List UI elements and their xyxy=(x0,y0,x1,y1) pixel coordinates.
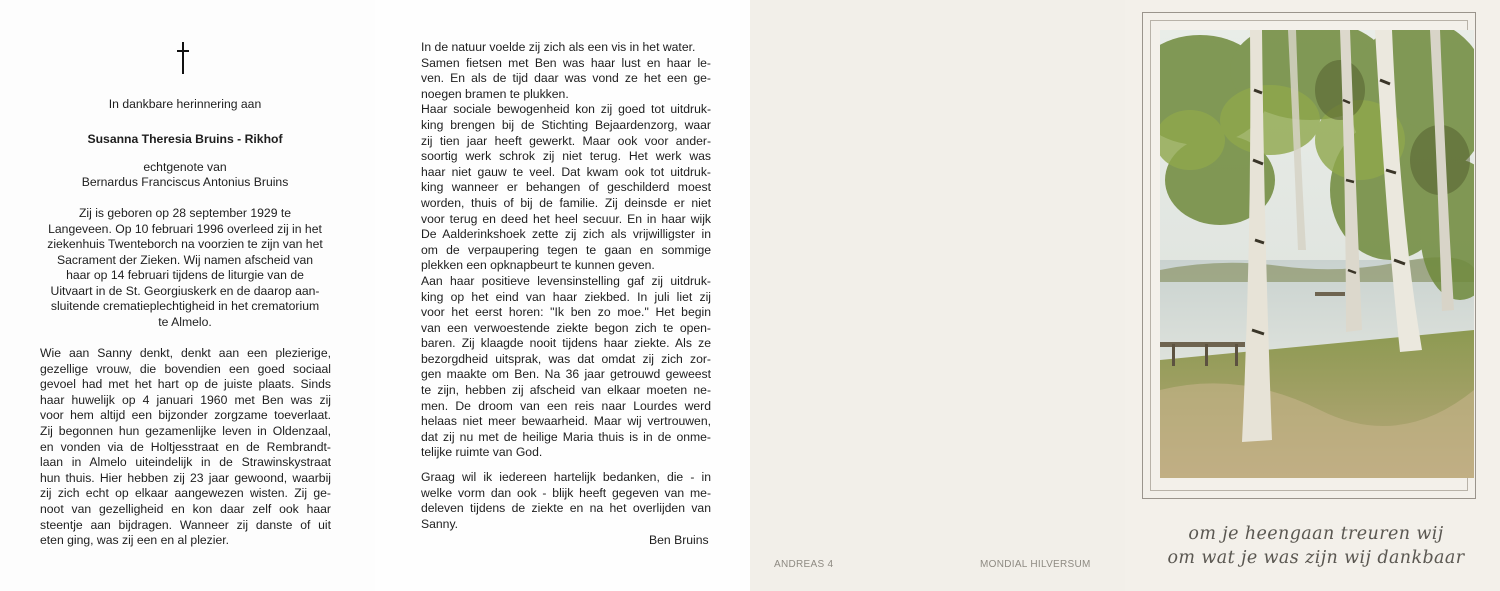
text-line: Aan haar positieve levensinstelling gaf zij uitdruk- xyxy=(421,273,711,288)
card-page-1 xyxy=(0,0,375,591)
bio-line: haar op 14 februari tijdens de liturgie van de xyxy=(66,268,304,282)
text-line: hun thuis. Hier hebben zij 23 jaar gewoond, waarbij xyxy=(40,470,331,485)
text-line: worden, thuis of bij de familie. Zij deinsde er niet xyxy=(421,195,711,210)
bio-line: ziekenhuis Twenteborch na voorzien te zijn van het xyxy=(47,237,323,251)
text-line: steentje aan bijdragen. Wanneer zij danste of uit xyxy=(40,517,331,532)
text-line: Zij begonnen hun gezamenlijke leven in Oldenzaal, xyxy=(40,423,331,438)
imprint-left: ANDREAS 4 xyxy=(774,559,834,570)
text-line: ven. En als de tijd daar was vond ze het een ge- xyxy=(421,71,711,86)
intro-text: In dankbare herinnering aan xyxy=(108,97,262,111)
text-line: om de verpaupering tegen te gaan en sommige xyxy=(421,242,711,257)
text-line: king op het eind van haar ziekbed. In juli liet zij xyxy=(421,289,711,304)
spouse-name: Bernardus Franciscus Antonius Bruins xyxy=(81,175,289,189)
text-line: gezellige vrouw, die bovendien een goed sociaal xyxy=(40,361,331,376)
text-line: van een verwoestende ziekte begon zich te open- xyxy=(421,320,711,335)
thanks-paragraph xyxy=(421,470,711,532)
text-line: plekken een opknapbeurt te kunnen geven. xyxy=(421,258,655,273)
signature: Ben Bruins xyxy=(649,533,709,547)
text-line: Wie aan Sanny denkt, denkt aan een plezierige, xyxy=(40,346,331,360)
verse-line-2: om wat je was zijn wij dankbaar xyxy=(1167,548,1465,568)
imprint-right: MONDIAL HILVERSUM xyxy=(980,559,1091,570)
text-line: Graag wil ik iedereen hartelijk bedanken, die - in xyxy=(421,470,711,484)
life-story-paragraph xyxy=(421,40,711,461)
bio-line: Uitvaart in de St. Georgiuskerk en de daarop aan- xyxy=(50,284,320,298)
text-line: te zijn, hebben zij afscheid van elkaar moeten ne- xyxy=(421,383,711,398)
text-line: king wanneer er behangen of geschilderd moest xyxy=(421,180,711,195)
text-line: king brengen bij de Stichting Bejaardenzorg, waar xyxy=(421,117,711,132)
text-line: voor het eerst horen: "Ik ben zo moe." Het begin xyxy=(421,305,711,320)
text-line: deleven tijdens de ziekte en na het overlijden van xyxy=(421,501,711,516)
text-line: welke vorm dan ook - blijk heeft gegeven van me- xyxy=(421,485,711,500)
text-line: Sanny. xyxy=(421,516,459,531)
bio-line: Sacrament der Zieken. Wij namen afscheid van xyxy=(56,253,314,267)
text-line: zij zich echt op elkaar aangewezen wisten. Zij ge- xyxy=(40,486,331,501)
birch-trees-lake-photo xyxy=(1160,30,1474,478)
bio-line: te Almelo. xyxy=(158,315,212,329)
text-line: dat zij nu met de heilige Maria thuis is in de onme- xyxy=(421,429,711,444)
text-line: gen maakte om Ben. Na 36 jaar getrouwd geweest xyxy=(421,367,711,382)
bio-line: Langeveen. Op 10 februari 1996 overleed zij in het xyxy=(48,222,322,236)
cross-icon xyxy=(177,42,189,74)
text-line: noegen bramen te plukken. xyxy=(421,86,569,101)
bio-line: sluitende crematieplechtigheid in het crematorium xyxy=(50,299,320,313)
memory-paragraph xyxy=(40,346,331,549)
text-line: Samen fietsen met Ben was haar lust en haar le- xyxy=(421,55,711,70)
card-back-page xyxy=(750,0,1125,591)
text-line: voor hem altijd een bijzonder zorgzame toeverlaat. xyxy=(40,408,331,423)
verse-line-1: om je heengaan treuren wij xyxy=(1188,524,1444,544)
text-line: In de natuur voelde zij zich als een vis in het water. xyxy=(421,40,696,54)
text-line: voor terug en deed het heel secuur. En in haar wijk xyxy=(421,211,711,226)
text-line: gevoel had met het hart op de juiste plaats. Sinds xyxy=(40,377,331,392)
text-line: telijke ruimte van God. xyxy=(421,445,543,460)
text-line: baren. Zij klaagde nooit tijdens haar ziekte. Als ze xyxy=(421,336,711,351)
text-line: Haar sociale bewogenheid kon zij goed tot uitdruk- xyxy=(421,102,711,117)
text-line: haar niet gauw te veel. Dat kwam ook tot uitdruk- xyxy=(421,164,711,179)
spouse-label: echtgenote van xyxy=(143,160,227,174)
text-line: eten ging, was zij een en al plezier. xyxy=(40,533,230,548)
text-line: en vonden via de Holtjesstraat en de Rembrandt- xyxy=(40,439,331,454)
text-line: helaas niet meer bewaarheid. Maar wij vertrouwen, xyxy=(421,414,711,429)
text-line: zij tien jaar heeft gewerkt. Maar ook voor ander- xyxy=(421,133,711,148)
text-line: soortig werk schrok zij niet terug. Het werk was xyxy=(421,149,711,164)
text-line: laan in Almelo uiteindelijk in de Strawinskystraat xyxy=(40,455,331,470)
text-line: De Aalderinkshoek zette zij zich als vrijwilligster in xyxy=(421,227,711,242)
card-page-2 xyxy=(375,0,750,591)
text-line: noot van gezelligheid en kon daar zelf ook haar xyxy=(40,501,331,516)
text-line: bezorgdheid uitsprak, was dat omdat zij zich zor- xyxy=(421,351,711,366)
text-line: haar huwelijk op 4 januari 1960 met Ben was zij xyxy=(40,392,331,407)
deceased-name: Susanna Theresia Bruins - Rikhof xyxy=(87,132,283,146)
bio-line: Zij is geboren op 28 september 1929 te xyxy=(78,206,292,220)
text-line: men. De droom van een reis naar Lourdes werd xyxy=(421,398,711,413)
